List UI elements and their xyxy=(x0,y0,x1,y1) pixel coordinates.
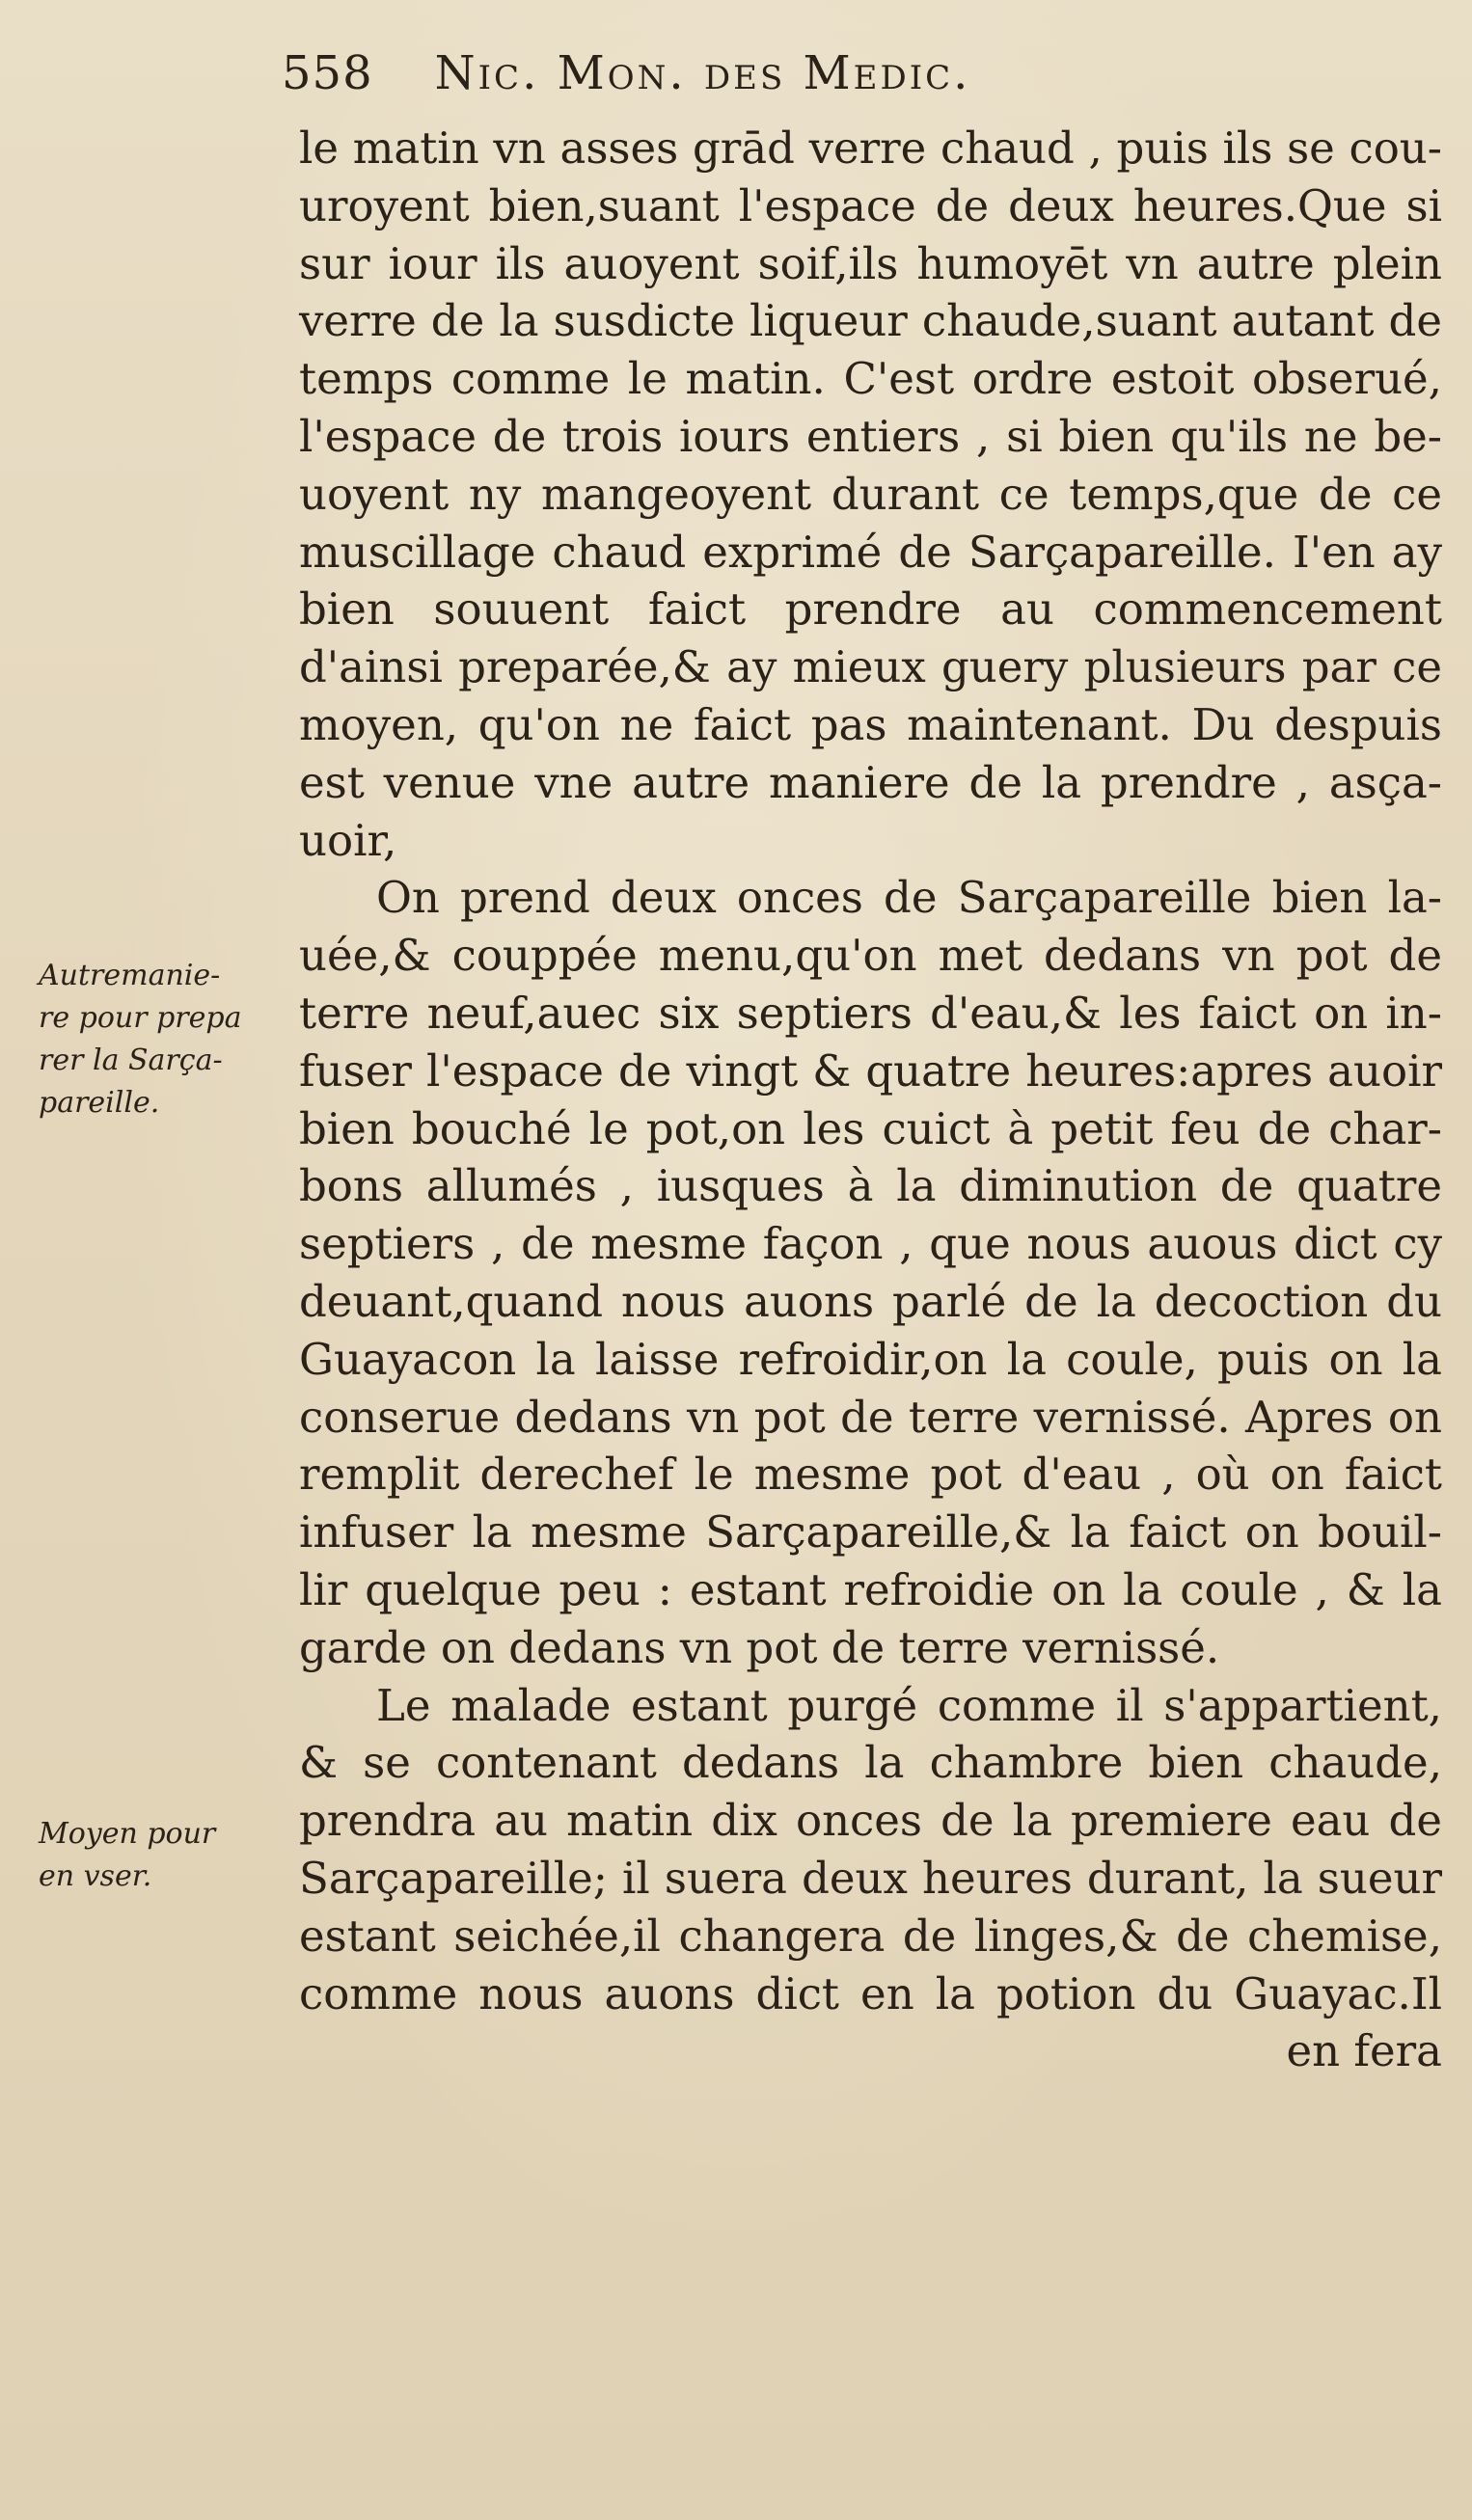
text-line: septiers , de mesme façon , que nous auous dict cy xyxy=(299,1218,1442,1270)
margin-note-line: en vser. xyxy=(39,1859,152,1893)
text-line: est venue vne autre maniere de la prendre , asça- xyxy=(299,756,1442,808)
margin-note-preparation xyxy=(39,955,285,1125)
text-line: Guayacon la laisse refroidir,on la coule, puis on la xyxy=(299,1333,1442,1385)
text-line: comme nous auons dict en la potion du Guayac.Il xyxy=(299,1967,1442,2019)
text-line: conserue dedans vn pot de terre vernissé. Apres on xyxy=(299,1391,1442,1443)
margin-note-line: re pour prepa xyxy=(39,1001,242,1035)
running-head xyxy=(282,46,1362,114)
text-line: prendra au matin dix onces de la premiere eau de xyxy=(299,1795,1442,1847)
text-line: & se contenant dedans la chambre bien chaude, xyxy=(299,1737,1442,1789)
text-line: infuser la mesme Sarçapareille,& la faict on bouil- xyxy=(299,1506,1442,1558)
text-line: terre neuf,auec six septiers d'eau,& les faict on in- xyxy=(299,987,1442,1039)
text-line: deuant,quand nous auons parlé de la decoction du xyxy=(299,1275,1442,1327)
text-line: moyen, qu'on ne faict pas maintenant. Du despuis xyxy=(299,698,1442,750)
paragraph-start-line: Le malade estant purgé comme il s'appartient, xyxy=(376,1679,1442,1731)
margin-note-line: rer la Sarça- xyxy=(39,1043,223,1077)
text-line: le matin vn asses grād verre chaud , puis ils se cou- xyxy=(299,122,1442,174)
text-line: fuser l'espace de vingt & quatre heures:apres auoir xyxy=(299,1044,1442,1097)
paragraph-start-line: On prend deux onces de Sarçapareille bien la- xyxy=(376,872,1442,924)
margin-note-line: Moyen pour xyxy=(39,1817,216,1851)
text-line: Sarçapareille; il suera deux heures durant, la sueur xyxy=(299,1852,1442,1904)
text-line: bien souuent faict prendre au commencement xyxy=(299,583,1442,636)
text-line: d'ainsi preparée,& ay mieux guery plusieurs par ce xyxy=(299,641,1442,693)
text-line: uroyent bien,suant l'espace de deux heures.Que si xyxy=(299,179,1442,231)
text-line: bons allumés , iusques à la diminution de quatre xyxy=(299,1160,1442,1212)
text-line: muscillage chaud exprimé de Sarçapareille. I'en ay xyxy=(299,526,1442,578)
text-line: uée,& couppée menu,qu'on met dedans vn pot de xyxy=(299,930,1442,982)
text-line: uoyent ny mangeoyent durant ce temps,que de ce xyxy=(299,468,1442,520)
text-line: sur iour ils auoyent soif,ils humoyēt vn autre plein xyxy=(299,237,1442,289)
text-line: garde on dedans vn pot de terre vernissé. xyxy=(299,1621,1220,1673)
text-line: uoir, xyxy=(299,814,397,866)
text-line: remplit derechef le mesme pot d'eau , où on faict xyxy=(299,1449,1442,1501)
text-line: l'espace de trois iours entiers , si bien qu'ils ne be- xyxy=(299,410,1442,462)
margin-note-usage xyxy=(39,1813,285,1898)
catchword: en fera xyxy=(1286,2025,1442,2077)
page-number: 558 xyxy=(282,46,373,100)
margin-note-line: Autremanie- xyxy=(39,959,221,992)
text-line: verre de la susdicte liqueur chaude,suant autant de xyxy=(299,295,1442,347)
text-line: lir quelque peu : estant refroidie on la coule , & la xyxy=(299,1563,1442,1615)
text-line: estant seichée,il changera de linges,& de chemise, xyxy=(299,1910,1442,1962)
text-line: bien bouché le pot,on les cuict à petit feu de char- xyxy=(299,1102,1442,1154)
body-text xyxy=(299,120,1442,2080)
margin-note-line: pareille. xyxy=(39,1086,160,1120)
running-title: Nic. Mon. des Medic. xyxy=(434,46,971,100)
text-line: temps comme le matin. C'est ordre estoit obserué, xyxy=(299,353,1442,405)
